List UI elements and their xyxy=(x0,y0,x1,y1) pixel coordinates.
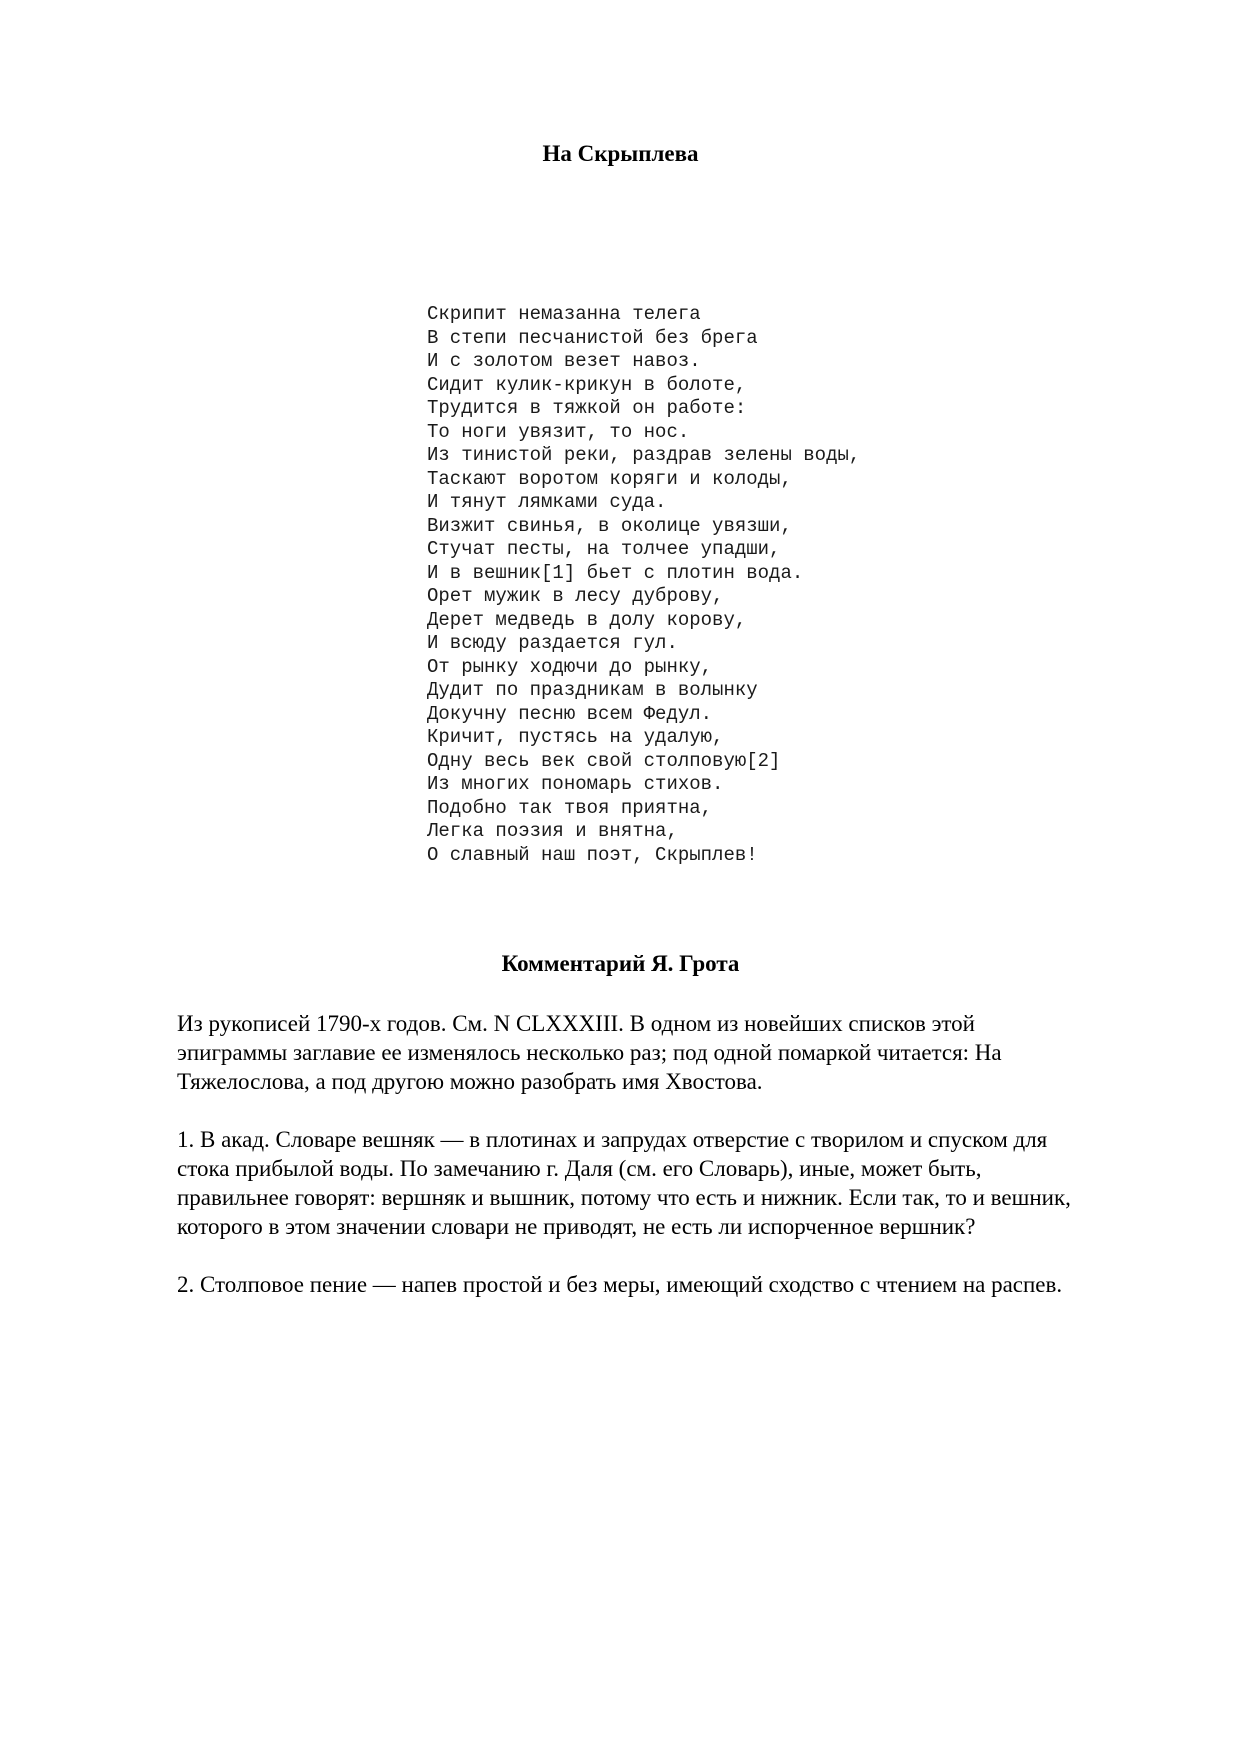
poem-line: И в вешник[1] бьет с плотин вода. xyxy=(427,561,804,584)
poem-line: Кричит, пустясь на удалую, xyxy=(427,726,724,748)
poem-line: Докучну песню всем Федул. xyxy=(427,702,713,725)
text-line: которого в этом значении словари не приводят, не есть ли испорченное вершник? xyxy=(177,1214,976,1239)
poem-line: Из многих пономарь стихов. xyxy=(427,773,724,795)
poem-line: Таскают воротом коряги и колоды, xyxy=(427,467,792,490)
poem-line: Дерет медведь в долу корову, xyxy=(427,608,747,631)
text-line: стока прибылой воды. По замечанию г. Даля (см. его Словарь), иные, может быть, xyxy=(177,1156,982,1181)
text-line: эпиграммы заглавие ее изменялось несколько раз; под одной помаркой читается: На xyxy=(177,1040,1002,1065)
poem-line: Визжит свинья, в околице увязши, xyxy=(427,514,792,537)
poem-line: И всюду раздается гул. xyxy=(427,632,678,654)
commentary-title: Комментарий Я. Грота xyxy=(501,951,740,976)
footnote-2 xyxy=(177,1270,1167,1299)
poem-line: Трудится в тяжкой он работе: xyxy=(427,397,747,419)
text-line: 1. В акад. Словаре вешняк — в плотинах и запрудах отверстие с творилом и спуском для xyxy=(177,1127,1048,1152)
poem-line: Подобно так твоя приятна, xyxy=(427,796,713,819)
poem-line: То ноги увязит, то нос. xyxy=(427,420,690,443)
commentary-intro xyxy=(177,1009,1167,1096)
text-line: правильнее говорят: вершняк и вышник, потому что есть и нижник. Если так, то и вешник, xyxy=(177,1185,1071,1210)
poem-line: Дудит по праздникам в волынку xyxy=(427,679,758,701)
poem-line: И с золотом везет навоз. xyxy=(427,350,701,372)
poem-line: Орет мужик в лесу дуброву, xyxy=(427,585,724,607)
poem-line: Одну весь век свой столповую[2] xyxy=(427,749,781,772)
poem-line: Стучат песты, на толчее упадши, xyxy=(427,538,781,560)
text-line: 2. Столповое пение — напев простой и без меры, имеющий сходство с чтением на распев. xyxy=(177,1272,1063,1297)
poem-line: Сидит кулик-крикун в болоте, xyxy=(427,373,747,396)
poem-line: В степи песчанистой без брега xyxy=(427,326,758,349)
poem-line: Из тинистой реки, раздрав зелены воды, xyxy=(427,444,861,466)
poem-line: И тянут лямками суда. xyxy=(427,491,667,513)
poem-line: От рынку ходючи до рынку, xyxy=(427,655,713,678)
text-line: Из рукописей 1790-х годов. См. N CLXXXIII. В одном из новейших списков этой xyxy=(177,1011,975,1036)
poem-line: О славный наш поэт, Скрыплев! xyxy=(427,843,758,866)
poem-title: На Скрыплева xyxy=(542,141,699,166)
poem-line: Легка поэзия и внятна, xyxy=(427,820,678,842)
poem-body xyxy=(427,303,860,867)
footnote-1 xyxy=(177,1125,1167,1241)
poem-line: Скрипит немазанна телега xyxy=(427,303,701,325)
text-line: Тяжелослова, а под другою можно разобрать имя Хвостова. xyxy=(177,1069,763,1094)
